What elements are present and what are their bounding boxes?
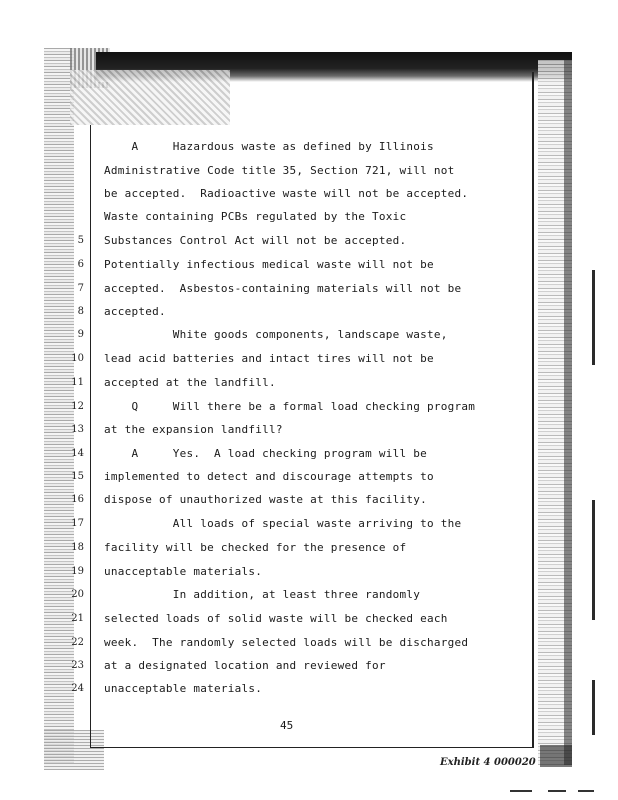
testimony-line: Substances Control Act will not be accepted. [104, 234, 407, 247]
line-number: 7 [77, 283, 84, 294]
line-number: 22 [71, 637, 84, 648]
testimony-line: A Yes. A load checking program will be [104, 447, 428, 460]
testimony-line: A Hazardous waste as defined by Illinois [104, 140, 434, 153]
line-number: 20 [71, 589, 84, 600]
scan-noise-top [70, 70, 230, 125]
testimony-line: Waste containing PCBs regulated by the Toxic [104, 210, 407, 223]
line-number: 13 [71, 424, 84, 435]
scan-mark-right-3 [592, 680, 595, 735]
testimony-line: implemented to detect and discourage attempts to [104, 470, 434, 483]
scan-mark-right-2 [592, 500, 595, 620]
line-number: 10 [71, 353, 84, 364]
line-number: 21 [71, 613, 84, 624]
line-number: 9 [77, 329, 84, 340]
line-number: 18 [71, 542, 84, 553]
testimony-line: facility will be checked for the presence of [104, 541, 407, 554]
line-number: 23 [71, 660, 84, 671]
testimony-line: unacceptable materials. [104, 682, 263, 695]
line-number: 6 [77, 259, 84, 270]
testimony-line: at the expansion landfill? [104, 423, 283, 436]
line-number: 19 [71, 566, 84, 577]
line-number: 12 [71, 401, 84, 412]
testimony-line: selected loads of solid waste will be checked each [104, 612, 448, 625]
page-frame-left [90, 125, 91, 748]
page-frame-right [532, 72, 534, 748]
testimony-line: week. The randomly selected loads will be discharged [104, 636, 469, 649]
scan-mark-right-1 [592, 270, 595, 365]
testimony-line: Potentially infectious medical waste will not be [104, 258, 434, 271]
scan-shadow-right [564, 60, 572, 765]
line-number: 15 [71, 471, 84, 482]
testimony-line: accepted at the landfill. [104, 376, 276, 389]
testimony-line: All loads of special waste arriving to the [104, 517, 462, 530]
testimony-line: Q Will there be a formal load checking program [104, 400, 476, 413]
testimony-line: dispose of unauthorized waste at this facility. [104, 493, 428, 506]
line-number: 5 [77, 235, 84, 246]
scan-dash-2 [578, 790, 594, 792]
line-number: 17 [71, 518, 84, 529]
scan-dash-1 [548, 790, 566, 792]
testimony-line: Administrative Code title 35, Section 721, will not [104, 164, 455, 177]
page-frame-bottom [90, 747, 534, 748]
testimony-line: White goods components, landscape waste, [104, 328, 448, 341]
testimony-line: at a designated location and reviewed for [104, 659, 386, 672]
line-number: 14 [71, 448, 84, 459]
scan-dash-3 [510, 790, 532, 792]
testimony-line: accepted. [104, 305, 166, 318]
testimony-line: accepted. Asbestos-containing materials will not be [104, 282, 462, 295]
line-number: 24 [71, 683, 84, 694]
testimony-line: unacceptable materials. [104, 565, 263, 578]
line-number: 11 [71, 377, 84, 388]
testimony-line: lead acid batteries and intact tires will not be [104, 352, 434, 365]
exhibit-stamp: Exhibit 4 000020 [440, 757, 536, 768]
testimony-line: be accepted. Radioactive waste will not be accepted. [104, 187, 469, 200]
scan-noise-bottom-left [44, 730, 104, 770]
line-number: 8 [77, 306, 84, 317]
testimony-line: In addition, at least three randomly [104, 588, 421, 601]
line-number: 16 [71, 494, 84, 505]
scan-noise-bottom-right [540, 745, 572, 767]
page-number: 45 [280, 719, 294, 732]
